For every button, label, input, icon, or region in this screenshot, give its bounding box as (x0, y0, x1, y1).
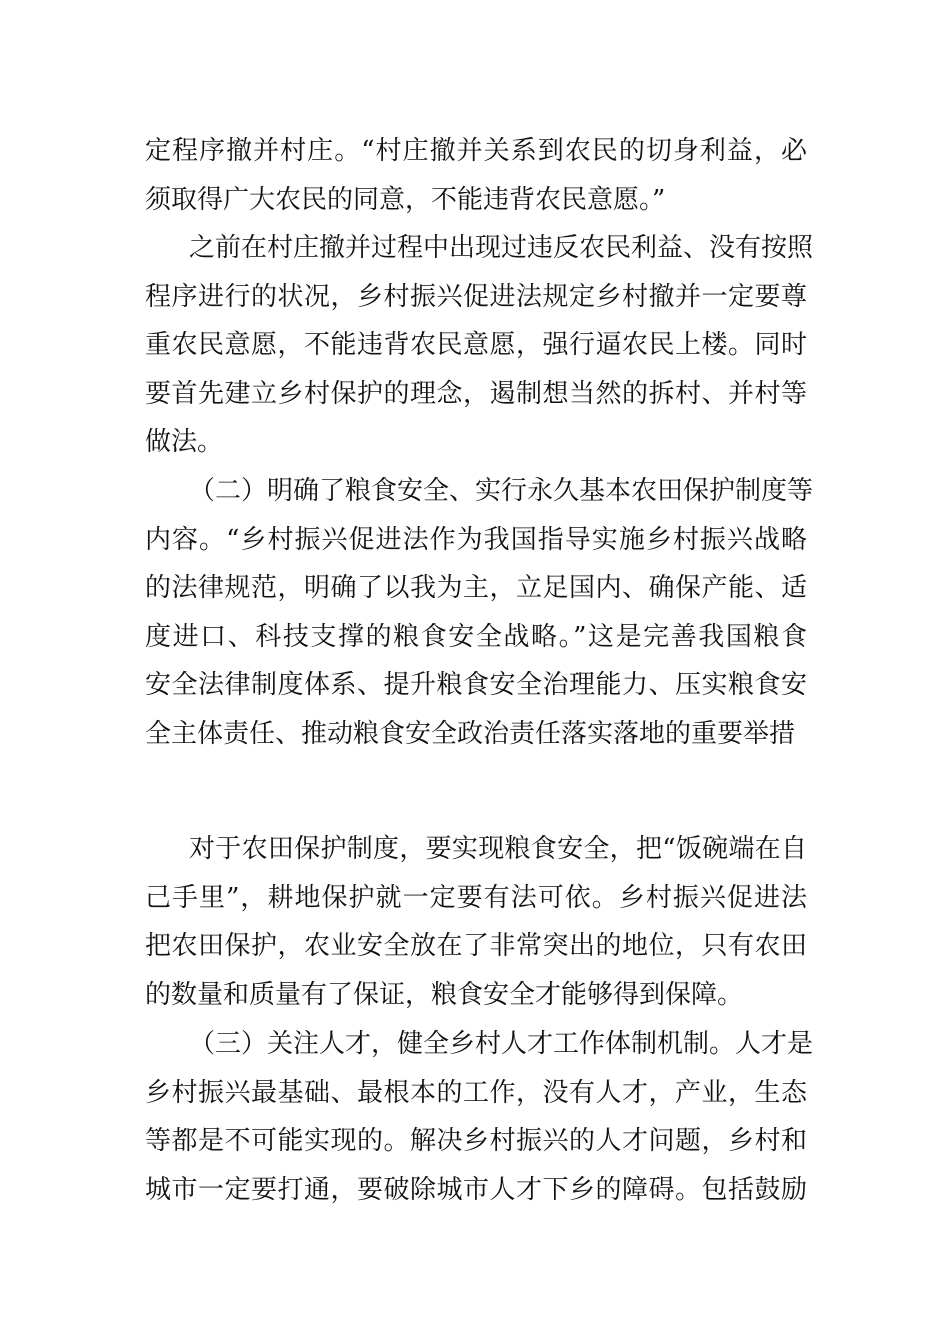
text-line: 把农田保护，农业安全放在了非常突出的地位，只有农田 (145, 931, 807, 962)
text-line: 全主体责任、推动粮食安全政治责任落实落地的重要举措 (145, 718, 796, 749)
text-line: 的数量和质量有了保证，粮食安全才能够得到保障。 (145, 979, 744, 1010)
text-line: 之前在村庄撤并过程中出现过违反农民利益、没有按照 (189, 233, 814, 263)
text-line: 己手里”，耕地保护就一定要有法可依。乡村振兴促进法 (145, 882, 807, 913)
paragraph-4 (145, 825, 807, 1019)
text-line: 做法。 (145, 427, 224, 458)
text-line: （三）关注人才，健全乡村人才工作体制机制。人才是 (189, 1029, 814, 1059)
text-line: 的法律规范，明确了以我为主，立足国内、确保产能、适 (145, 573, 807, 604)
text-line: （二）明确了粮食安全、实行永久基本农田保护制度等 (189, 476, 814, 506)
text-line: 对于农田保护制度，要实现粮食安全，把“饭碗端在自 (189, 834, 807, 864)
text-line: 程序进行的状况，乡村振兴促进法规定乡村撤并一定要尊 (145, 281, 807, 312)
text-line: 城市一定要打通，要破除城市人才下乡的障碍。包括鼓励 (145, 1174, 807, 1205)
text-line: 内容。“乡村振兴促进法作为我国指导实施乡村振兴战略 (145, 524, 807, 555)
text-line: 重农民意愿，不能违背农民意愿，强行逼农民上楼。同时 (145, 330, 807, 361)
paragraph-1 (145, 127, 807, 224)
text-line: 度进口、科技支撑的粮食安全战略。”这是完善我国粮食 (145, 621, 807, 652)
text-line: 等都是不可能实现的。解决乡村振兴的人才问题，乡村和 (145, 1126, 807, 1157)
paragraph-5 (145, 1020, 814, 1214)
text-line: 定程序撤并村庄。“村庄撤并关系到农民的切身利益，必 (145, 136, 807, 166)
text-line: 要首先建立乡村保护的理念，遏制想当然的拆村、并村等 (145, 378, 807, 409)
text-line: 安全法律制度体系、提升粮食安全治理能力、压实粮食安 (145, 670, 807, 701)
paragraph-3 (145, 467, 814, 759)
text-line: 乡村振兴最基础、最根本的工作，没有人才，产业，生态 (145, 1077, 807, 1108)
paragraph-2 (145, 224, 814, 467)
text-line: 须取得广大农民的同意，不能违背农民意愿。” (145, 184, 666, 215)
